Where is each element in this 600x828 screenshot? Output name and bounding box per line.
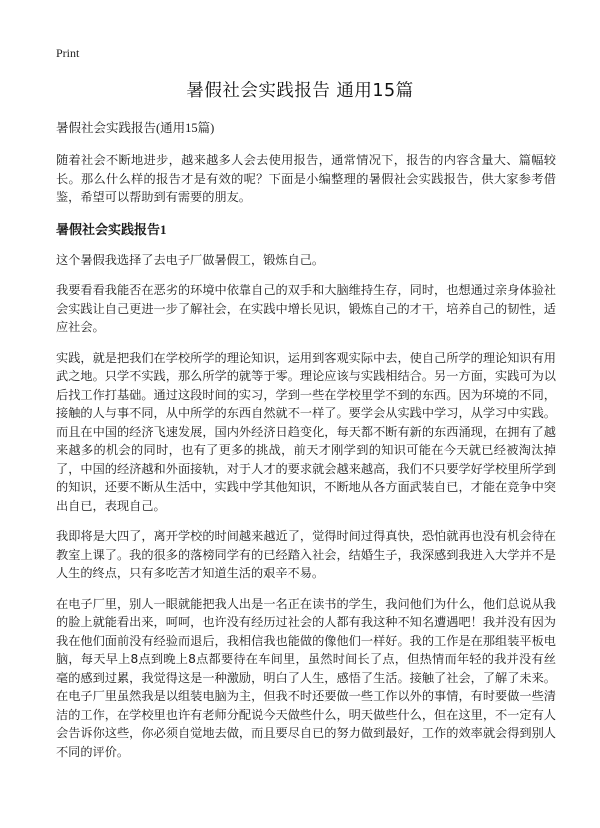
print-label: Print xyxy=(56,46,80,60)
section-heading: 暑假社会实践报告1 xyxy=(56,221,167,237)
intro-paragraph: 随着社会不断地进步，越来越多人会去使用报告，通常情况下，报告的内容含量大、篇幅较长。那么什么样的报告才是有效的呢？下面是小编整理的暑假社会实践报告，供大家参考借鉴，希望可以帮助到有需要的朋友。 xyxy=(56,153,556,204)
body-paragraph: 我即将是大四了，离开学校的时间越来越近了，觉得时间过得真快，恐怕就再也没有机会待在教室上课了。我的很多的落榜同学有的已经踏入社会，结婚生子，我深感到我进入大学并不是人生的终点，只有多吃苦才知道生活的艰辛不易。 xyxy=(56,529,556,580)
body-paragraph: 这个暑假我选择了去电子厂做暑假工，锻炼自己。 xyxy=(56,252,325,267)
document-subtitle: 暑假社会实践报告(通用15篇) xyxy=(56,121,215,135)
document-body xyxy=(56,119,556,773)
body-paragraph: 实践，就是把我们在学校所学的理论知识，运用到客观实际中去，使自己所学的理论知识有用武之地。只学不实践，那么所学的就等于零。理论应该与实践相结合。另一方面，实践可为以后找工作打基础。通过这段时间的实习，学到一些在学校里学不到的东西。因为环境的不同，接触的人与事不同，从中所学的东西自然就不一样了。要学会从实践中学习，从学习中实践。而且在中国的经济飞速发展，国内外经济日趋变化，每天都不断有新的东西涌现，在拥有了越来越多的机会的同时，也有了更多的挑战，前天才刚学到的知识可能在今天就已经被淘汰掉了，中国的经济越和外面接轨，对于人才的要求就会越来越高，我们不只要学好学校里所学到的知识，还要不断从生活中，实践中学其他知识，不断地从各方面武装自已，才能在竞争中突出自已，表现自己。 xyxy=(56,350,556,513)
page-title: 暑假社会实践报告 通用15篇 xyxy=(186,81,414,101)
body-paragraph: 在电子厂里，别人一眼就能把我人出是一名正在读书的学生，我问他们为什么，他们总说从我的脸上就能看出来，呵呵，也许没有经历过社会的人都有我这种不知名遭遇吧！我并没有因为我在他们面前没有经验而退后，我相信我也能做的像他们一样好。我的工作是在那组装平板电脑，每天早上8点到晚上8点都要待在车间里，虽然时间长了点，但热情而年轻的我并没有丝毫的感到过累，我觉得这是一种激励，明白了人生，感悟了生活。接触了社会，了解了未来。在电子厂里虽然我是以组装电脑为主，但我不时还要做一些工作以外的事情，有时要做一些清洁的工作，在学校里也许有老师分配说今天做些什么，明天做些什么，但在这里，不一定有人会告诉你这些，你必须自觉地去做，而且要尽自已的努力做到最好，工作的效率就会得到别人不同的评价。 xyxy=(56,596,556,759)
body-paragraph: 我要看看我能否在恶劣的环境中依靠自己的双手和大脑维持生存，同时，也想通过亲身体验社会实践让自己更进一步了解社会，在实践中增长见识，锻炼自己的才干，培养自己的韧性，适应社会。 xyxy=(56,283,556,334)
